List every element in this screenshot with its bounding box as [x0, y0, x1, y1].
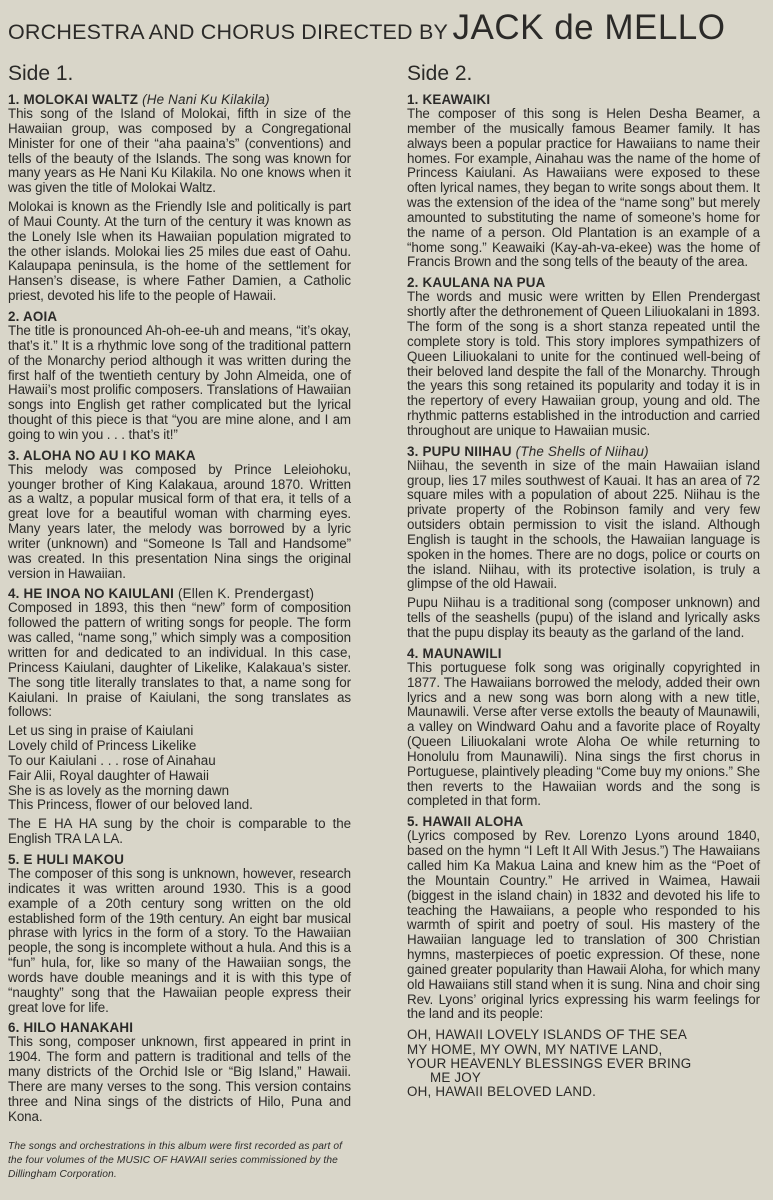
side-1-column: [8, 62, 351, 1130]
song-description: Niihau, the seventh in size of the main Hawaiian island group, lies 17 miles southwest of Kauai. It has an area of 72 square miles with a population of about 225. Niihau is the private property of the Robinson family and very few outsiders obtain permission to visit the island. Although English is taught in the schools, the Hawaiian language is spoken in the homes. There are no dogs, police or courts on the island. Niihau, with its protective isolation, is truly a glimpse of the old Hawaii.: [407, 457, 760, 592]
song-description: The composer of this song is unknown, however, research indicates it was written around 1930. This is a good example of a 20th century song written on the old established form of the 19th century. An eight bar musical phrase with lyrics in the form of a story. To the Hawaiian people, the song is incomplete without a hula. And this is a “fun” hula, for, like so many of the Hawaiian songs, the words have double meanings and it is with this type of “naughty” song that the Hawaiian people express their great love for life.: [8, 865, 351, 1015]
song-entry: [8, 587, 351, 847]
side-2-column: [407, 62, 760, 1106]
song-title: 1. KEAWAIKI: [407, 92, 491, 107]
song-title: 4. HE INOA NO KAIULANI (Ellen K. Prendergast): [8, 586, 315, 602]
song-description: (Lyrics composed by Rev. Lorenzo Lyons around 1840, based on the hymn “I Left It All With Jesus.”) The Hawaiians called him Ka Makua Laina and knew him as the “Poet of the Mountain Country.” He arrived in Waimea, Hawaii (biggest in the island chain) in 1832 and devoted his life to teaching the Hawaiians, a people who responded to his warmth of spirit and poetry of soul. His mastery of the Hawaiian language led to translation of 300 Christian hymns, masterpieces of poetic expression. Of these, none gained greater popularity than Hawaii Aloha, for which many old Hawaiians still stand when it is sung. Nina and choir sing Rev. Lyons’ original lyrics expressing his warm feelings for the land and its people:: [407, 828, 760, 1022]
song-description: This song of the Island of Molokai, fifth in size of the Hawaiian group, was composed by a Congregational Minister for one of their “aha paaina’s” (conventions) and tells of the beauty of the Islands. The song was known for many years as He Nani Ku Kilakila. No one knows when it was given the title of Molokai Waltz.: [8, 106, 351, 196]
song-entry: [407, 647, 760, 809]
song-title: 5. E HULI MAKOU: [8, 851, 125, 867]
song-description: The composer of this song is Helen Desha Beamer, a member of the musically famous Beamer family. It has always been a popular practice for Hawaiians to name their homes. For example, Ainahau was the name of the home of Princess Kaiulani. As Hawaiians were exposed to these often lyrical names, they began to write songs about them. It was the extension of the idea of the “name song” but merely amounted to substituting the name of someone’s home for the name of a person. Old Plantation is an example of a “home song.” Keawaiki (Kay-ah-va-ekee) was the home of Francis Brown and the song tells of the beauty of the area.: [407, 106, 760, 270]
song-title: 6. HILO HANAKAHI: [8, 1020, 134, 1036]
song-title: 5. HAWAII ALOHA: [407, 814, 524, 830]
song-entry: [8, 449, 351, 582]
song-entry: [8, 310, 351, 443]
page-header: [8, 8, 768, 48]
side-2-title: Side 2.: [407, 62, 473, 85]
song-description: Pupu Niihau is a traditional song (composer unknown) and tells of the seashells (pupu) of the island and lyrically asks that the pupu display its beauty as the garland of the land.: [407, 595, 760, 640]
song-entry: [8, 853, 351, 1015]
song-entry: [8, 1021, 351, 1124]
song-description: Composed in 1893, this then “new” form of composition followed the pattern of writing songs for people. The form was called, “name song,” which simply was a composition written for and dedicated to an individual. In this case, Princess Kaiulani, daughter of Likelike, Kalakaua’s sister. The song title literally translates to that, a name song for Kaiulani. In praise of Kaiulani, the song translates as follows:: [8, 600, 351, 720]
song-entry: [407, 276, 760, 438]
song-description: The E HA HA sung by the choir is comparable to the English TRA LA LA.: [8, 816, 351, 847]
song-entry: [8, 93, 351, 304]
header-lead: ORCHESTRA AND CHORUS DIRECTED BY: [8, 20, 449, 44]
song-title: 2. AOIA: [8, 308, 58, 324]
song-description: The title is pronounced Ah-oh-ee-uh and means, “it’s okay, that’s it.” It is a rhythmic love song of the traditional pattern of the Monarchy period although it was written during the first half of the twentieth century by John Almeida, one of Hawaii’s most prolific composers. Translations of Hawaiian songs into English get rather complicated but the lyrical thought of this piece is that “you are mine alone, and I am going to win you . . . that’s it!”: [8, 322, 351, 442]
song-description: This song, composer unknown, first appeared in print in 1904. The form and pattern is traditional and tells of the many districts of the Orchid Isle or “Big Island,” Hawaii. There are many verses to the song. This version contains three and Nina sings of the districts of Hilo, Puna and Kona.: [8, 1034, 351, 1124]
song-title: 1. MOLOKAI WALTZ (He Nani Ku Kilakila): [8, 92, 270, 107]
song-title: 4. MAUNAWILI: [407, 645, 502, 661]
song-entry: [407, 93, 760, 270]
album-footnote: The songs and orchestrations in this album were first recorded as part of the four volumes of the MUSIC OF HAWAII series commissioned by the Dillingham Corporation.: [8, 1141, 343, 1180]
song-description: This melody was composed by Prince Leleiohoku, younger brother of King Kalakaua, around 1870. Written as a waltz, a popular musical form of that era, it tells of a great love for a beautiful woman with charming eyes. Many years later, the melody was borrowed by a lyric writer (unknown) and “Someone Is Tall and Handsome” was created. In this presentation Nina sings the original version in Hawaiian.: [8, 461, 351, 581]
song-title: 3. ALOHA NO AU I KO MAKA: [8, 447, 196, 463]
song-entry: [407, 445, 760, 641]
song-verse: Let us sing in praise of Kaiulani Lovely child of Princess Likelike To our Kaiulani . . . rose of Ainahau Fair Alii, Royal daughter of Hawaii She is as lovely as the morning dawn This Princess, flower of our beloved land.: [8, 723, 253, 813]
header-name: JACK de MELLO: [452, 8, 726, 47]
song-description: This portuguese folk song was originally copyrighted in 1877. The Hawaiians borrowed the melody, added their own lyrics and a new song was born along with a new title, Maunawili. Verse after verse extolls the beauty of Maunawili, a valley on Windward Oahu and a favorite place of Royalty (Queen Liliuokalani wrote Aloha Oe while returning to Honolulu from Maunawili). Nina sings the first chorus in Portuguese, plaintively pleading “Come buy my onions.” She then reverts to the Hawaiian words and the song is completed in that form.: [407, 659, 760, 809]
song-title: 2. KAULANA NA PUA: [407, 275, 546, 291]
song-description: The words and music were written by Ellen Prendergast shortly after the dethronement of Queen Liliuokalani in 1893. The form of the song is a short stanza repeated until the complete story is told. This story implores sympathizers of Queen Liliuokalani to unite for the continued well-being of their beloved land despite the fall of the Monarchy. Through the years this song retained its popularity and today it is in the repertory of every Hawaiian group, young and old. The rhythmic patterns established in the introduction and carried throughout are unique to Hawaiian music.: [407, 289, 760, 438]
side-1-title: Side 1.: [8, 62, 74, 85]
song-lyrics: OH, HAWAII LOVELY ISLANDS OF THE SEA MY HOME, MY OWN, MY NATIVE LAND, YOUR HEAVENLY BLESSINGS EVER BRING ME JOY OH, HAWAII BELOVED LAND.: [407, 1027, 692, 1100]
song-entry: [407, 815, 760, 1099]
song-title: 3. PUPU NIIHAU (The Shells of Niihau): [407, 443, 649, 459]
song-description: Molokai is known as the Friendly Isle and politically is part of Maui County. At the turn of the century it was known as the Lonely Isle when its Hawaiian population migrated to the other islands. Molokai lies 25 miles due east of Oahu. Kalaupapa peninsula, is the home of the settlement for Hansen’s disease, is where Father Damien, a Catholic priest, devoted his life to the people of Hawaii.: [8, 199, 351, 304]
